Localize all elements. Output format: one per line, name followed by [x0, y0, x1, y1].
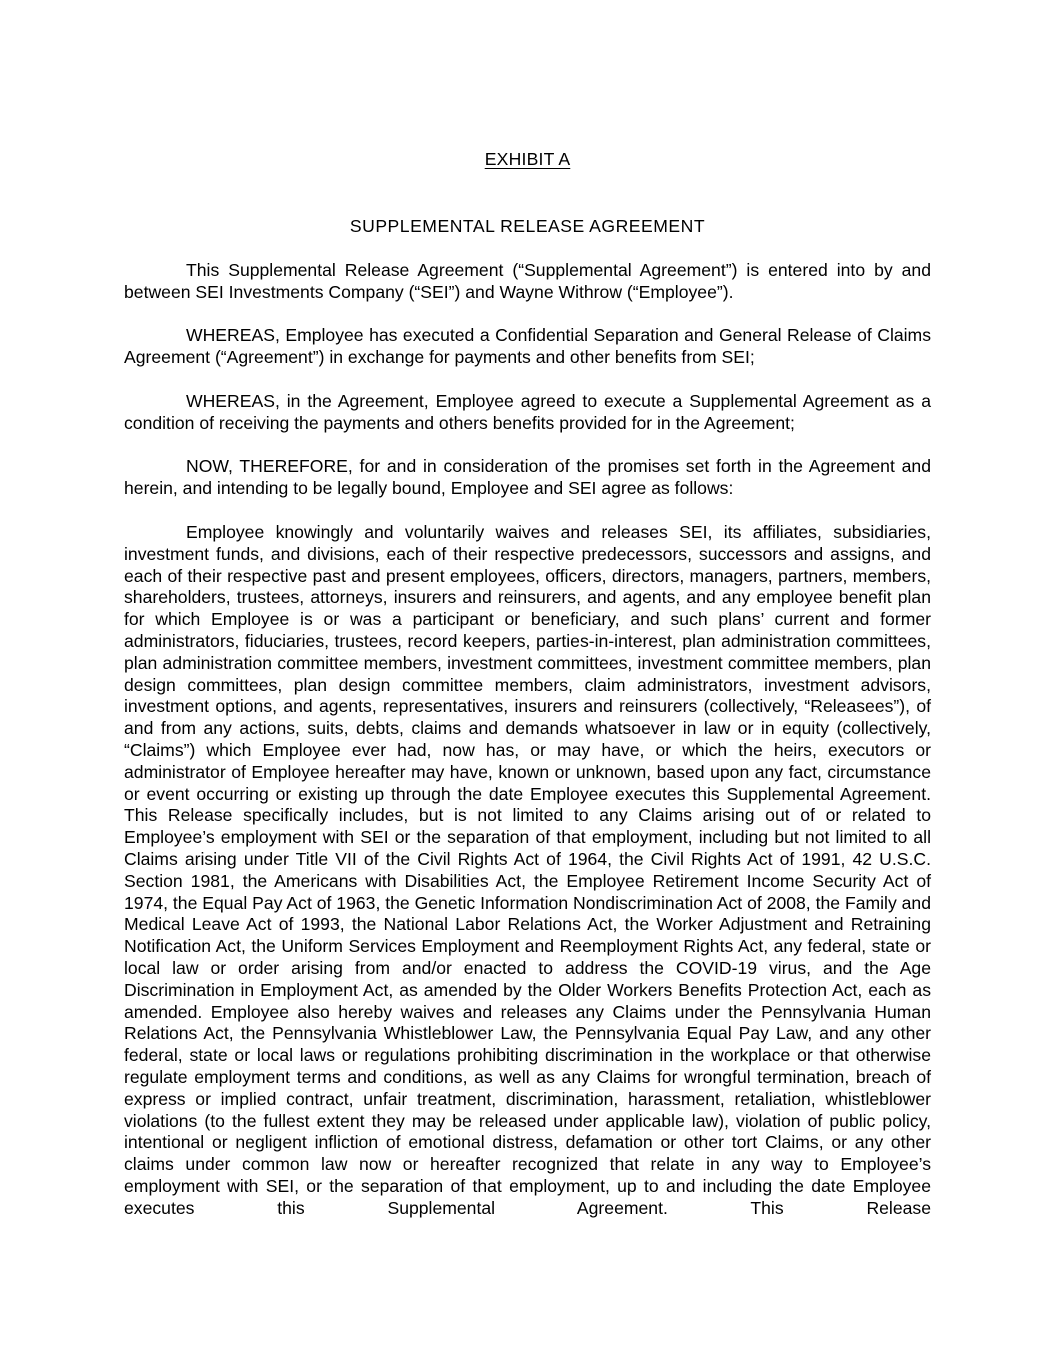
- whereas-paragraph-2: WHEREAS, in the Agreement, Employee agreed to execute a Supplemental Agreement as a condition of receiving the payments and others benefits provided for in the Agreement;: [124, 391, 931, 433]
- exhibit-label: EXHIBIT A: [484, 149, 571, 169]
- document-title: SUPPLEMENTAL RELEASE AGREEMENT: [349, 216, 706, 236]
- release-paragraph: Employee knowingly and voluntarily waives and releases SEI, its affiliates, subsidiaries, investment funds, and divisions, each of their respective predecessors, successors and assigns, and each of their respective past and present employees, officers, directors, managers, partners, members, shareholders, trustees, attorneys, insurers and reinsurers, and agents, and any employee benefit plan for which Employee is or was a participant or beneficiary, and such plans’ current and former administrators, fiduciaries, trustees, record keepers, parties-in-interest, plan administration committees, plan administration committee members, investment committees, investment committee members, plan design committees, plan design committee members, claim administrators, investment advisors, investment options, and agents, representatives, insurers and reinsurers (collectively, “Releasees”), of and from any actions, suits, debts, claims and demands whatsoever in law or in equity (collectively, “Claims”) which Employee ever had, now has, or may have, or which the heirs, executors or administrator of Employee hereafter may have, known or unknown, based upon any fact, circumstance or event occurring or existing up through the date Employee executes this Supplemental Agreement. This Release specifically includes, but is not limited to any Claims arising out of or related to Employee’s employment with SEI or the separation of that employment, including but not limited to all Claims arising under Title VII of the Civil Rights Act of 1964, the Civil Rights Act of 1991, 42 U.S.C. Section 1981, the Americans with Disabilities Act, the Employee Retirement Income Security Act of 1974, the Equal Pay Act of 1963, the Genetic Information Nondiscrimination Act of 2008, the Family and Medical Leave Act of 1993, the National Labor Relations Act, the Worker Adjustment and Retraining Notification Act, the Uniform Services Employment and Reemployment Rights Act, any federal, state or local law or order arising from and/or enacted to address the COVID-19 virus, and the Age Discrimination in Employment Act, as amended by the Older Workers Benefits Protection Act, each as amended. Employee also hereby waives and releases any Claims under the Pennsylvania Human Relations Act, the Pennsylvania Whistleblower Law, the Pennsylvania Equal Pay Law, and any other federal, state or local laws or regulations prohibiting discrimination in the workplace or that otherwise regulate employment terms and conditions, as well as any Claims for wrongful termination, breach of express or implied contract, unfair treatment, discrimination, harassment, retaliation, whistleblower violations (to the fullest extent they may be released under applicable law), violation of public policy, intentional or negligent infliction of emotional distress, defamation or other tort Claims, or any other claims under common law now or hereafter recognized that relate in any way to Employee’s employment with SEI, or the separation of that employment, up to and including the date Employee executes this Supplemental Agreement. This Release: [124, 522, 931, 1218]
- whereas-paragraph-1: WHEREAS, Employee has executed a Confidential Separation and General Release of Claims Agreement (“Agreement”) in exchange for payments and other benefits from SEI;: [124, 325, 931, 367]
- now-therefore-paragraph: NOW, THEREFORE, for and in consideration of the promises set forth in the Agreement and herein, and intending to be legally bound, Employee and SEI agree as follows:: [124, 456, 931, 498]
- intro-paragraph: This Supplemental Release Agreement (“Supplemental Agreement”) is entered into by and between SEI Investments Company (“SEI”) and Wayne Withrow (“Employee”).: [124, 260, 931, 302]
